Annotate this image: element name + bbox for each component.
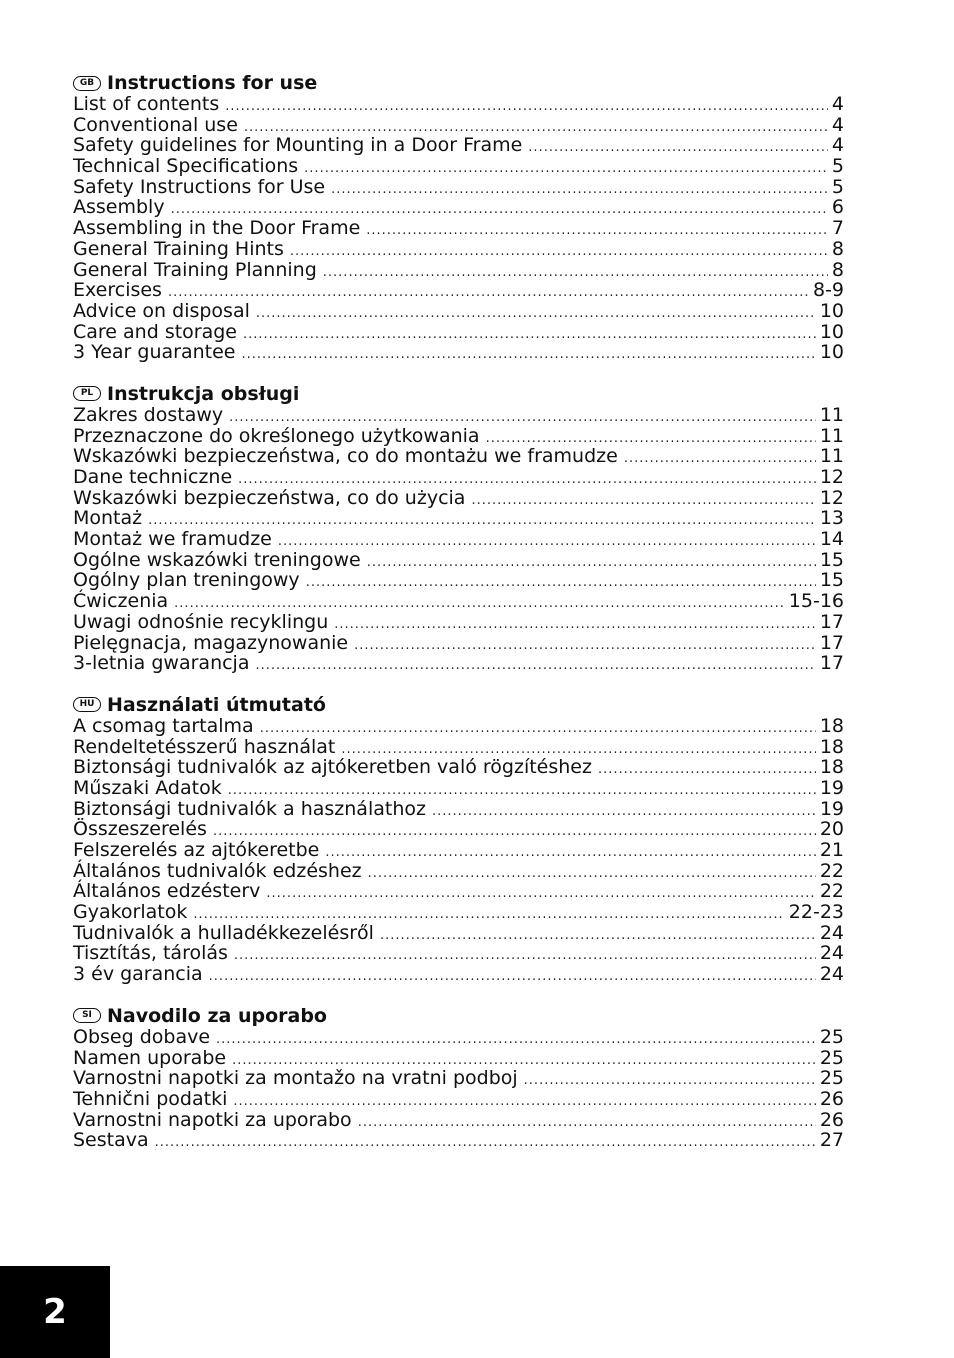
toc-entry-page: 14 — [819, 528, 844, 551]
toc-entry — [73, 819, 844, 840]
toc-entry-page: 15 — [819, 569, 844, 592]
toc-entry — [73, 529, 844, 550]
section-title-text: Instrukcja obsługi — [107, 382, 300, 405]
toc-entry-page: 17 — [819, 631, 844, 654]
section-title-text: Instructions for use — [107, 72, 318, 94]
toc-entry — [73, 488, 844, 509]
toc-entry — [73, 716, 844, 737]
toc-entry-label: Felszerelés az ajtókeretbe — [73, 839, 320, 861]
section-title-text: Használati útmutató — [107, 693, 326, 716]
toc-entry-page: 12 — [819, 486, 844, 509]
dot-leader — [323, 263, 828, 284]
toc-section-pl — [73, 383, 844, 674]
toc-entry-page: 10 — [819, 341, 844, 364]
dot-leader — [598, 760, 816, 781]
toc-entry — [73, 550, 844, 571]
toc-entry-page: 8 — [831, 237, 844, 260]
section-title — [73, 1005, 844, 1027]
toc-entry — [73, 840, 844, 861]
toc-entry-label: Ćwiczenia — [73, 590, 169, 613]
dot-leader — [471, 491, 815, 512]
dot-leader — [304, 159, 828, 180]
toc-entry-label: Conventional use — [73, 113, 238, 136]
language-badge-icon: PL — [73, 386, 101, 401]
toc-entry-label: Wskazówki bezpieczeństwa, co do montażu we framudze — [73, 445, 618, 468]
language-badge-icon: GB — [73, 76, 101, 91]
toc-entry-label: Műszaki Adatok — [73, 776, 222, 799]
table-of-contents — [73, 72, 844, 1171]
toc-entry-label: 3 Year guarantee — [73, 341, 236, 364]
toc-entry — [73, 633, 844, 654]
toc-entry — [73, 943, 844, 964]
dot-leader — [624, 449, 816, 470]
toc-entry-page: 20 — [819, 818, 844, 841]
toc-entry-page: 19 — [819, 797, 844, 820]
toc-entry-label: Montaż we framudze — [73, 528, 272, 551]
toc-entry-label: Általános edzésterv — [73, 880, 261, 903]
dot-leader — [354, 636, 816, 657]
toc-entry-label: Safety Instructions for Use — [73, 175, 326, 198]
toc-entry — [73, 902, 844, 923]
toc-entry — [73, 115, 844, 136]
dot-leader — [290, 242, 828, 263]
toc-entry-label: Általános tudnivalók edzéshez — [73, 859, 362, 882]
toc-entry-page: 17 — [819, 652, 844, 675]
dot-leader — [524, 1071, 816, 1092]
toc-entry-page: 17 — [819, 610, 844, 633]
toc-entry-label: Namen uporabe — [73, 1046, 227, 1069]
toc-entry-label: General Training Planning — [73, 258, 317, 281]
toc-entry — [73, 135, 844, 156]
toc-entry-label: 3-letnia gwarancja — [73, 652, 250, 675]
toc-entry-page: 10 — [819, 299, 844, 322]
dot-leader — [168, 283, 809, 304]
toc-entry — [73, 1110, 844, 1131]
toc-entry-label: Montaż — [73, 507, 143, 530]
dot-leader — [209, 967, 816, 988]
toc-entry-label: Gyakorlatok — [73, 901, 188, 924]
toc-entry-label: Biztonsági tudnivalók az ajtókeretben való rögzítéshez — [73, 756, 592, 779]
toc-entry-page: 11 — [819, 424, 844, 447]
toc-entry — [73, 156, 844, 177]
toc-entry — [73, 653, 844, 674]
dot-leader — [255, 656, 815, 677]
toc-entry — [73, 757, 844, 778]
toc-entry — [73, 177, 844, 198]
toc-entry — [73, 881, 844, 902]
dot-leader — [358, 1113, 816, 1134]
toc-entry — [73, 301, 844, 322]
toc-entry-page: 11 — [819, 403, 844, 426]
toc-entry-label: Ogólny plan treningowy — [73, 569, 300, 592]
toc-entry-page: 19 — [819, 776, 844, 799]
section-title-text: Navodilo za uporabo — [107, 1004, 327, 1027]
toc-entry-label: Varnostni napotki za montažo na vratni podboj — [73, 1067, 518, 1090]
toc-entry — [73, 964, 844, 985]
toc-entry-label: Pielęgnacja, magazynowanie — [73, 631, 349, 654]
dot-leader — [225, 97, 828, 118]
dot-leader — [155, 1133, 816, 1154]
toc-entry-label: Technical Specifications — [73, 155, 299, 178]
toc-entry-page: 12 — [819, 466, 844, 488]
toc-entry-page: 26 — [819, 1087, 844, 1110]
toc-entry — [73, 737, 844, 758]
toc-entry-page: 11 — [819, 445, 844, 468]
toc-entry — [73, 260, 844, 281]
toc-entry-label: Exercises — [73, 279, 162, 302]
toc-entry-label: Varnostni napotki za uporabo — [73, 1108, 352, 1131]
dot-leader — [256, 304, 816, 325]
toc-entry — [73, 322, 844, 343]
toc-entry — [73, 405, 844, 426]
page-number: 2 — [0, 1266, 110, 1358]
toc-entry-page: 18 — [819, 735, 844, 758]
toc-entry-page: 22 — [819, 880, 844, 903]
dot-leader — [380, 926, 816, 947]
toc-entry — [73, 923, 844, 944]
toc-entry-page: 22-23 — [788, 901, 844, 924]
toc-entry-page: 5 — [831, 175, 844, 198]
toc-entry-page: 27 — [819, 1129, 844, 1152]
toc-entry — [73, 1027, 844, 1048]
toc-entry-page: 10 — [819, 320, 844, 343]
toc-entry-label: Obseg dobave — [73, 1025, 211, 1048]
toc-entry-page: 25 — [819, 1046, 844, 1069]
dot-leader — [331, 180, 828, 201]
toc-entry-page: 24 — [819, 942, 844, 965]
toc-entry-label: Biztonsági tudnivalók a használathoz — [73, 797, 426, 820]
toc-entry — [73, 1089, 844, 1110]
toc-entry-label: General Training Hints — [73, 237, 284, 260]
toc-entry-page: 22 — [819, 859, 844, 882]
toc-entry — [73, 861, 844, 882]
toc-entry-label: Safety guidelines for Mounting in a Door Frame — [73, 134, 523, 157]
dot-leader — [334, 615, 816, 636]
toc-entry-label: Összeszerelés — [73, 818, 207, 841]
toc-entry-page: 4 — [831, 134, 844, 157]
toc-entry — [73, 570, 844, 591]
toc-entry-page: 5 — [831, 155, 844, 178]
toc-entry — [73, 426, 844, 447]
toc-entry-page: 4 — [831, 113, 844, 136]
dot-leader — [260, 719, 816, 740]
toc-entry — [73, 280, 844, 301]
toc-entry-label: List of contents — [73, 93, 220, 115]
toc-entry — [73, 342, 844, 363]
toc-entry-label: Tisztítás, tárolás — [73, 942, 228, 965]
toc-entry-label: Rendeltetésszerű használat — [73, 735, 336, 758]
toc-entry-label: Uwagi odnośnie recyklingu — [73, 610, 329, 633]
dot-leader — [366, 221, 828, 242]
toc-entry-page: 24 — [819, 963, 844, 986]
toc-entry — [73, 612, 844, 633]
language-badge-icon: HU — [73, 697, 101, 712]
dot-leader — [234, 946, 816, 967]
toc-entry-page: 13 — [819, 507, 844, 530]
toc-entry — [73, 799, 844, 820]
toc-entry-label: Tehnični podatki — [73, 1087, 228, 1110]
dot-leader — [241, 345, 815, 366]
dot-leader — [367, 553, 816, 574]
toc-entry — [73, 778, 844, 799]
section-title — [73, 694, 844, 716]
section-title — [73, 383, 844, 405]
toc-entry-page: 7 — [831, 217, 844, 240]
toc-entry — [73, 239, 844, 260]
toc-entry — [73, 94, 844, 115]
toc-entry — [73, 197, 844, 218]
toc-entry-label: Tudnivalók a hulladékkezelésről — [73, 921, 374, 944]
toc-entry-label: Care and storage — [73, 320, 237, 343]
dot-leader — [266, 884, 815, 905]
toc-entry-page: 25 — [819, 1025, 844, 1048]
dot-leader — [432, 802, 816, 823]
toc-entry-label: Assembly — [73, 196, 165, 219]
toc-entry-label: Dane techniczne — [73, 466, 233, 488]
dot-leader — [216, 1030, 816, 1051]
toc-entry-page: 15-16 — [788, 590, 844, 613]
toc-entry-page: 24 — [819, 921, 844, 944]
toc-entry-page: 8-9 — [812, 279, 844, 302]
toc-entry-label: Ogólne wskazówki treningowe — [73, 548, 361, 571]
language-badge-icon: SI — [73, 1008, 101, 1023]
toc-entry-label: Assembling in the Door Frame — [73, 217, 361, 240]
toc-entry-label: Sestava — [73, 1129, 149, 1152]
toc-entry — [73, 508, 844, 529]
toc-entry-page: 25 — [819, 1067, 844, 1090]
toc-section-gb — [73, 72, 844, 363]
toc-entry-page: 26 — [819, 1108, 844, 1131]
toc-entry — [73, 1068, 844, 1089]
toc-entry — [73, 446, 844, 467]
dot-leader — [306, 573, 816, 594]
toc-entry-page: 8 — [831, 258, 844, 281]
toc-entry-label: Zakres dostawy — [73, 403, 224, 426]
toc-entry-label: 3 év garancia — [73, 963, 203, 986]
toc-entry — [73, 218, 844, 239]
toc-section-si — [73, 1005, 844, 1151]
toc-entry-label: A csomag tartalma — [73, 714, 254, 737]
dot-leader — [368, 864, 816, 885]
toc-entry — [73, 591, 844, 612]
dot-leader — [325, 843, 815, 864]
dot-leader — [528, 138, 828, 159]
toc-section-hu — [73, 694, 844, 985]
toc-entry-page: 4 — [831, 93, 844, 115]
toc-entry-page: 15 — [819, 548, 844, 571]
toc-entry-page: 18 — [819, 714, 844, 737]
toc-entry-page: 18 — [819, 756, 844, 779]
toc-entry-label: Wskazówki bezpieczeństwa, co do użycia — [73, 486, 466, 509]
toc-entry — [73, 1048, 844, 1069]
toc-entry-page: 6 — [831, 196, 844, 219]
toc-entry — [73, 1130, 844, 1151]
section-title — [73, 72, 844, 94]
dot-leader — [243, 325, 816, 346]
toc-entry — [73, 467, 844, 488]
toc-entry-label: Advice on disposal — [73, 299, 250, 322]
toc-entry-page: 21 — [819, 839, 844, 861]
toc-entry-label: Przeznaczone do określonego użytkowania — [73, 424, 480, 447]
